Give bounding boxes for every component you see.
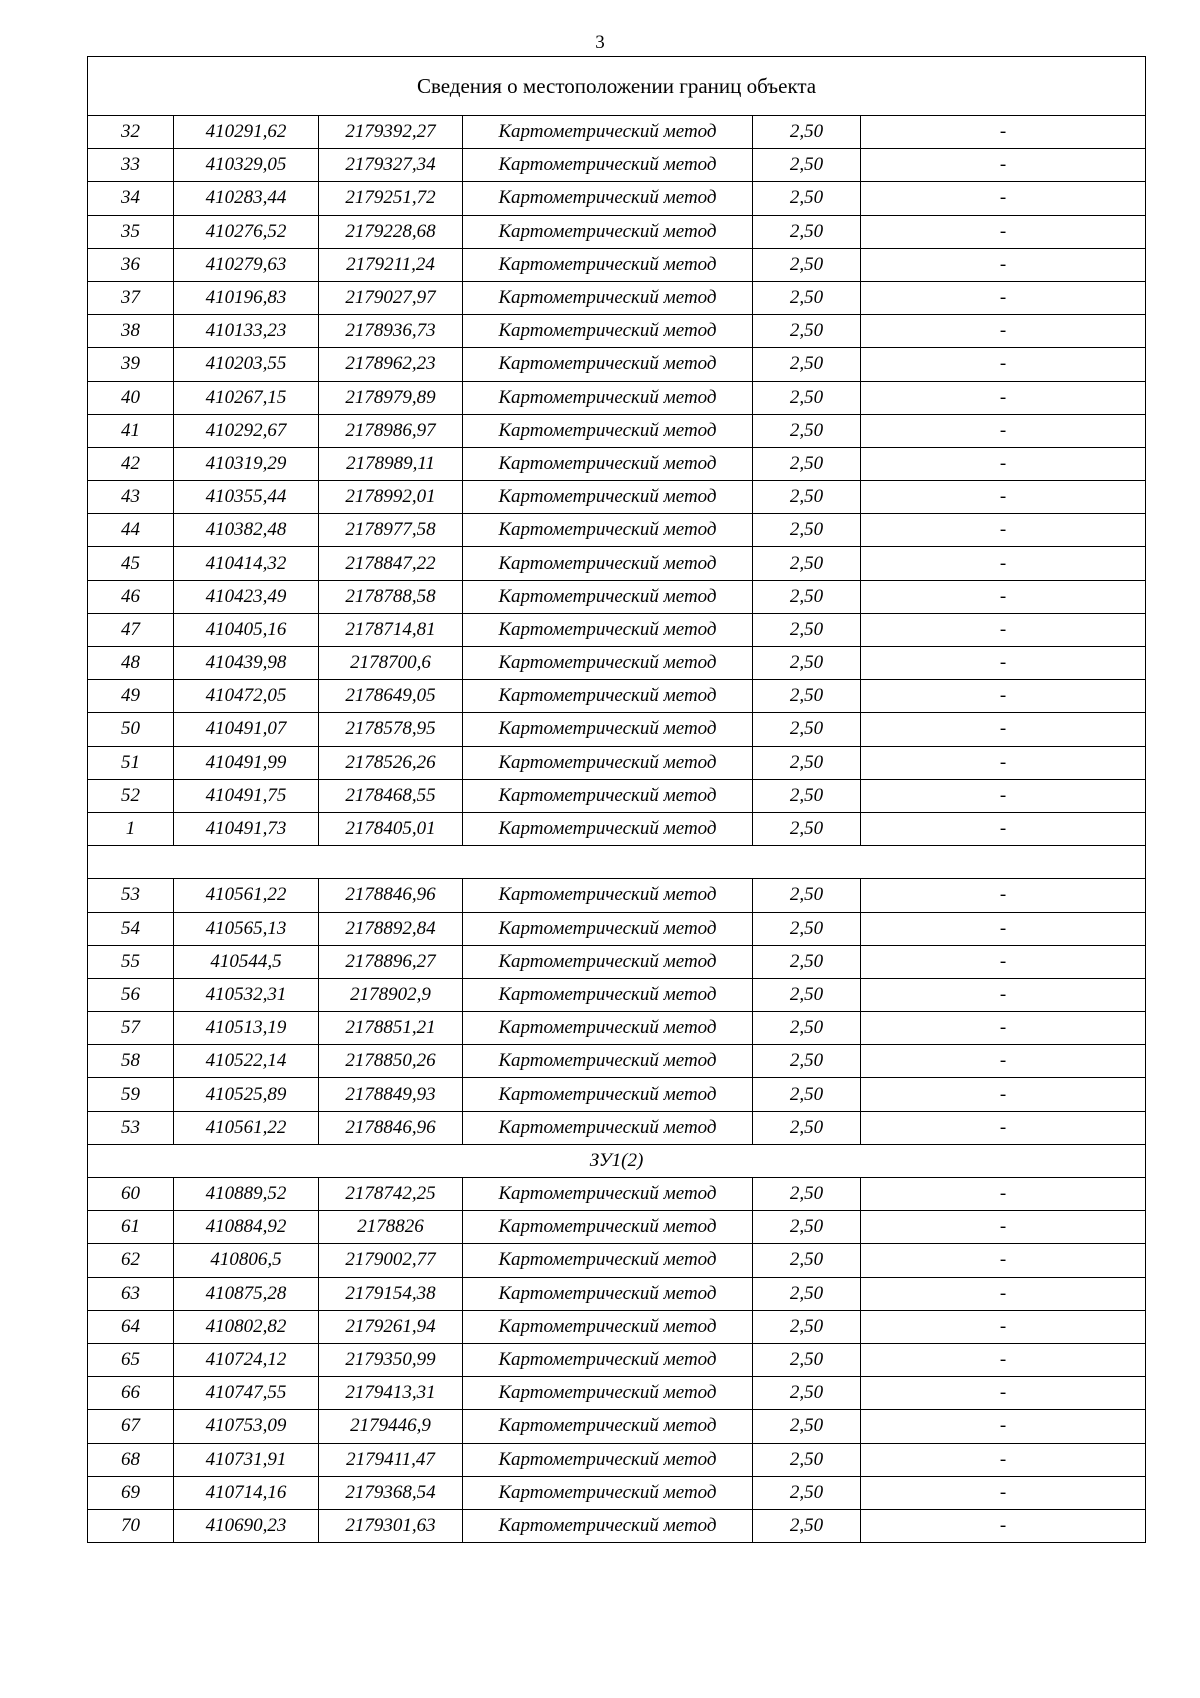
table-row — [88, 1012, 1146, 1045]
precision-cell: 2,50 — [753, 613, 861, 646]
method-cell: Картометрический метод — [463, 945, 753, 978]
point-number-cell: 61 — [88, 1211, 174, 1244]
y-coordinate-cell: 2178849,93 — [319, 1078, 463, 1111]
precision-cell: 2,50 — [753, 447, 861, 480]
point-number-cell: 52 — [88, 779, 174, 812]
method-cell: Картометрический метод — [463, 1211, 753, 1244]
table-body — [88, 57, 1146, 1543]
x-coordinate-cell: 410747,55 — [174, 1377, 319, 1410]
description-cell: - — [861, 680, 1146, 713]
method-cell: Картометрический метод — [463, 1509, 753, 1542]
table-row — [88, 1377, 1146, 1410]
method-cell: Картометрический метод — [463, 746, 753, 779]
method-cell: Картометрический метод — [463, 547, 753, 580]
precision-cell: 2,50 — [753, 1443, 861, 1476]
precision-cell: 2,50 — [753, 713, 861, 746]
table-row — [88, 647, 1146, 680]
method-cell: Картометрический метод — [463, 1476, 753, 1509]
precision-cell: 2,50 — [753, 1111, 861, 1144]
x-coordinate-cell: 410196,83 — [174, 281, 319, 314]
precision-cell: 2,50 — [753, 1509, 861, 1542]
table-row — [88, 1078, 1146, 1111]
table-row — [88, 547, 1146, 580]
precision-cell: 2,50 — [753, 215, 861, 248]
precision-cell: 2,50 — [753, 182, 861, 215]
y-coordinate-cell: 2178742,25 — [319, 1178, 463, 1211]
method-cell: Картометрический метод — [463, 348, 753, 381]
x-coordinate-cell: 410544,5 — [174, 945, 319, 978]
precision-cell: 2,50 — [753, 647, 861, 680]
description-cell: - — [861, 1377, 1146, 1410]
precision-cell: 2,50 — [753, 116, 861, 149]
y-coordinate-cell: 2179301,63 — [319, 1509, 463, 1542]
description-cell: - — [861, 414, 1146, 447]
y-coordinate-cell: 2179251,72 — [319, 182, 463, 215]
method-cell: Картометрический метод — [463, 713, 753, 746]
x-coordinate-cell: 410279,63 — [174, 248, 319, 281]
table-row — [88, 481, 1146, 514]
precision-cell: 2,50 — [753, 1377, 861, 1410]
x-coordinate-cell: 410884,92 — [174, 1211, 319, 1244]
description-cell: - — [861, 248, 1146, 281]
method-cell: Картометрический метод — [463, 1178, 753, 1211]
table-row — [88, 348, 1146, 381]
point-number-cell: 36 — [88, 248, 174, 281]
table-title-row — [88, 57, 1146, 116]
description-cell: - — [861, 281, 1146, 314]
x-coordinate-cell: 410472,05 — [174, 680, 319, 713]
precision-cell: 2,50 — [753, 1310, 861, 1343]
x-coordinate-cell: 410291,62 — [174, 116, 319, 149]
point-number-cell: 49 — [88, 680, 174, 713]
point-number-cell: 69 — [88, 1476, 174, 1509]
method-cell: Картометрический метод — [463, 149, 753, 182]
table-row — [88, 1443, 1146, 1476]
method-cell: Картометрический метод — [463, 1343, 753, 1376]
table-row — [88, 779, 1146, 812]
description-cell: - — [861, 1178, 1146, 1211]
table-row — [88, 315, 1146, 348]
x-coordinate-cell: 410724,12 — [174, 1343, 319, 1376]
method-cell: Картометрический метод — [463, 1045, 753, 1078]
point-number-cell: 1 — [88, 812, 174, 845]
table-row — [88, 945, 1146, 978]
description-cell: - — [861, 116, 1146, 149]
x-coordinate-cell: 410889,52 — [174, 1178, 319, 1211]
method-cell: Картометрический метод — [463, 1078, 753, 1111]
precision-cell: 2,50 — [753, 1277, 861, 1310]
precision-cell: 2,50 — [753, 381, 861, 414]
table-row — [88, 514, 1146, 547]
table-row — [88, 1310, 1146, 1343]
point-number-cell: 45 — [88, 547, 174, 580]
precision-cell: 2,50 — [753, 481, 861, 514]
x-coordinate-cell: 410561,22 — [174, 1111, 319, 1144]
precision-cell: 2,50 — [753, 248, 861, 281]
point-number-cell: 65 — [88, 1343, 174, 1376]
precision-cell: 2,50 — [753, 1045, 861, 1078]
method-cell: Картометрический метод — [463, 879, 753, 912]
y-coordinate-cell: 2178649,05 — [319, 680, 463, 713]
precision-cell: 2,50 — [753, 1178, 861, 1211]
y-coordinate-cell: 2178979,89 — [319, 381, 463, 414]
method-cell: Картометрический метод — [463, 1277, 753, 1310]
x-coordinate-cell: 410439,98 — [174, 647, 319, 680]
table-row — [88, 182, 1146, 215]
description-cell: - — [861, 779, 1146, 812]
y-coordinate-cell: 2178896,27 — [319, 945, 463, 978]
description-cell: - — [861, 812, 1146, 845]
precision-cell: 2,50 — [753, 746, 861, 779]
x-coordinate-cell: 410414,32 — [174, 547, 319, 580]
description-cell: - — [861, 1045, 1146, 1078]
description-cell: - — [861, 1509, 1146, 1542]
description-cell: - — [861, 547, 1146, 580]
precision-cell: 2,50 — [753, 1078, 861, 1111]
table-row — [88, 1509, 1146, 1542]
table-row — [88, 149, 1146, 182]
description-cell: - — [861, 315, 1146, 348]
description-cell: - — [861, 1012, 1146, 1045]
table-row — [88, 1178, 1146, 1211]
y-coordinate-cell: 2178788,58 — [319, 580, 463, 613]
method-cell: Картометрический метод — [463, 1012, 753, 1045]
point-number-cell: 33 — [88, 149, 174, 182]
table-row — [88, 1343, 1146, 1376]
y-coordinate-cell: 2178892,84 — [319, 912, 463, 945]
point-number-cell: 51 — [88, 746, 174, 779]
description-cell: - — [861, 215, 1146, 248]
x-coordinate-cell: 410753,09 — [174, 1410, 319, 1443]
precision-cell: 2,50 — [753, 1343, 861, 1376]
method-cell: Картометрический метод — [463, 1443, 753, 1476]
section-header-row — [88, 1144, 1146, 1177]
table-row — [88, 215, 1146, 248]
x-coordinate-cell: 410283,44 — [174, 182, 319, 215]
x-coordinate-cell: 410382,48 — [174, 514, 319, 547]
precision-cell: 2,50 — [753, 1012, 861, 1045]
table-row — [88, 248, 1146, 281]
precision-cell: 2,50 — [753, 547, 861, 580]
point-number-cell: 55 — [88, 945, 174, 978]
method-cell: Картометрический метод — [463, 613, 753, 646]
point-number-cell: 48 — [88, 647, 174, 680]
precision-cell: 2,50 — [753, 812, 861, 845]
point-number-cell: 70 — [88, 1509, 174, 1542]
x-coordinate-cell: 410133,23 — [174, 315, 319, 348]
description-cell: - — [861, 1410, 1146, 1443]
precision-cell: 2,50 — [753, 149, 861, 182]
precision-cell: 2,50 — [753, 281, 861, 314]
method-cell: Картометрический метод — [463, 647, 753, 680]
x-coordinate-cell: 410875,28 — [174, 1277, 319, 1310]
page-number: 3 — [595, 32, 605, 53]
point-number-cell: 53 — [88, 879, 174, 912]
table-row — [88, 281, 1146, 314]
point-number-cell: 50 — [88, 713, 174, 746]
point-number-cell: 47 — [88, 613, 174, 646]
precision-cell: 2,50 — [753, 414, 861, 447]
description-cell: - — [861, 1443, 1146, 1476]
description-cell: - — [861, 746, 1146, 779]
point-number-cell: 68 — [88, 1443, 174, 1476]
description-cell: - — [861, 1343, 1146, 1376]
description-cell: - — [861, 348, 1146, 381]
precision-cell: 2,50 — [753, 978, 861, 1011]
x-coordinate-cell: 410491,73 — [174, 812, 319, 845]
y-coordinate-cell: 2179446,9 — [319, 1410, 463, 1443]
y-coordinate-cell: 2178962,23 — [319, 348, 463, 381]
method-cell: Картометрический метод — [463, 779, 753, 812]
y-coordinate-cell: 2178989,11 — [319, 447, 463, 480]
description-cell: - — [861, 447, 1146, 480]
description-cell: - — [861, 912, 1146, 945]
y-coordinate-cell: 2179027,97 — [319, 281, 463, 314]
x-coordinate-cell: 410532,31 — [174, 978, 319, 1011]
x-coordinate-cell: 410522,14 — [174, 1045, 319, 1078]
description-cell: - — [861, 381, 1146, 414]
y-coordinate-cell: 2179327,34 — [319, 149, 463, 182]
y-coordinate-cell: 2178700,6 — [319, 647, 463, 680]
precision-cell: 2,50 — [753, 1410, 861, 1443]
table-row — [88, 879, 1146, 912]
separator-cell — [88, 846, 1146, 879]
point-number-cell: 46 — [88, 580, 174, 613]
boundary-coordinates-table — [87, 56, 1146, 1543]
y-coordinate-cell: 2179413,31 — [319, 1377, 463, 1410]
point-number-cell: 56 — [88, 978, 174, 1011]
precision-cell: 2,50 — [753, 680, 861, 713]
precision-cell: 2,50 — [753, 879, 861, 912]
point-number-cell: 64 — [88, 1310, 174, 1343]
table-row — [88, 1111, 1146, 1144]
y-coordinate-cell: 2179154,38 — [319, 1277, 463, 1310]
precision-cell: 2,50 — [753, 514, 861, 547]
point-number-cell: 67 — [88, 1410, 174, 1443]
method-cell: Картометрический метод — [463, 1244, 753, 1277]
precision-cell: 2,50 — [753, 945, 861, 978]
method-cell: Картометрический метод — [463, 912, 753, 945]
description-cell: - — [861, 514, 1146, 547]
table-title: Сведения о местоположении границ объекта — [88, 57, 1146, 116]
method-cell: Картометрический метод — [463, 281, 753, 314]
table-row — [88, 116, 1146, 149]
x-coordinate-cell: 410731,91 — [174, 1443, 319, 1476]
description-cell: - — [861, 580, 1146, 613]
method-cell: Картометрический метод — [463, 182, 753, 215]
table-row — [88, 1045, 1146, 1078]
method-cell: Картометрический метод — [463, 1310, 753, 1343]
precision-cell: 2,50 — [753, 580, 861, 613]
precision-cell: 2,50 — [753, 779, 861, 812]
method-cell: Картометрический метод — [463, 414, 753, 447]
description-cell: - — [861, 1244, 1146, 1277]
table-row — [88, 414, 1146, 447]
y-coordinate-cell: 2178826 — [319, 1211, 463, 1244]
method-cell: Картометрический метод — [463, 1377, 753, 1410]
point-number-cell: 59 — [88, 1078, 174, 1111]
y-coordinate-cell: 2178992,01 — [319, 481, 463, 514]
y-coordinate-cell: 2179261,94 — [319, 1310, 463, 1343]
description-cell: - — [861, 713, 1146, 746]
method-cell: Картометрический метод — [463, 481, 753, 514]
method-cell: Картометрический метод — [463, 447, 753, 480]
group-separator-row — [88, 846, 1146, 879]
x-coordinate-cell: 410267,15 — [174, 381, 319, 414]
y-coordinate-cell: 2179002,77 — [319, 1244, 463, 1277]
table-row — [88, 912, 1146, 945]
description-cell: - — [861, 481, 1146, 514]
table-row — [88, 447, 1146, 480]
description-cell: - — [861, 182, 1146, 215]
description-cell: - — [861, 647, 1146, 680]
y-coordinate-cell: 2178846,96 — [319, 879, 463, 912]
table-row — [88, 812, 1146, 845]
point-number-cell: 53 — [88, 1111, 174, 1144]
method-cell: Картометрический метод — [463, 1111, 753, 1144]
description-cell: - — [861, 879, 1146, 912]
precision-cell: 2,50 — [753, 1244, 861, 1277]
x-coordinate-cell: 410690,23 — [174, 1509, 319, 1542]
point-number-cell: 39 — [88, 348, 174, 381]
table-row — [88, 1410, 1146, 1443]
table-row — [88, 1476, 1146, 1509]
x-coordinate-cell: 410203,55 — [174, 348, 319, 381]
table-row — [88, 680, 1146, 713]
y-coordinate-cell: 2178986,97 — [319, 414, 463, 447]
point-number-cell: 44 — [88, 514, 174, 547]
method-cell: Картометрический метод — [463, 680, 753, 713]
y-coordinate-cell: 2178526,26 — [319, 746, 463, 779]
point-number-cell: 66 — [88, 1377, 174, 1410]
point-number-cell: 41 — [88, 414, 174, 447]
point-number-cell: 38 — [88, 315, 174, 348]
y-coordinate-cell: 2178468,55 — [319, 779, 463, 812]
table-row — [88, 613, 1146, 646]
description-cell: - — [861, 945, 1146, 978]
table-row — [88, 381, 1146, 414]
precision-cell: 2,50 — [753, 1211, 861, 1244]
point-number-cell: 62 — [88, 1244, 174, 1277]
description-cell: - — [861, 1111, 1146, 1144]
x-coordinate-cell: 410491,75 — [174, 779, 319, 812]
description-cell: - — [861, 1211, 1146, 1244]
y-coordinate-cell: 2178851,21 — [319, 1012, 463, 1045]
point-number-cell: 58 — [88, 1045, 174, 1078]
y-coordinate-cell: 2178936,73 — [319, 315, 463, 348]
y-coordinate-cell: 2179350,99 — [319, 1343, 463, 1376]
method-cell: Картометрический метод — [463, 116, 753, 149]
point-number-cell: 63 — [88, 1277, 174, 1310]
description-cell: - — [861, 1310, 1146, 1343]
x-coordinate-cell: 410423,49 — [174, 580, 319, 613]
point-number-cell: 60 — [88, 1178, 174, 1211]
description-cell: - — [861, 1277, 1146, 1310]
method-cell: Картометрический метод — [463, 580, 753, 613]
y-coordinate-cell: 2178977,58 — [319, 514, 463, 547]
method-cell: Картометрический метод — [463, 1410, 753, 1443]
point-number-cell: 32 — [88, 116, 174, 149]
x-coordinate-cell: 410276,52 — [174, 215, 319, 248]
point-number-cell: 57 — [88, 1012, 174, 1045]
y-coordinate-cell: 2179228,68 — [319, 215, 463, 248]
method-cell: Картометрический метод — [463, 215, 753, 248]
description-cell: - — [861, 613, 1146, 646]
table-row — [88, 713, 1146, 746]
method-cell: Картометрический метод — [463, 812, 753, 845]
precision-cell: 2,50 — [753, 1476, 861, 1509]
x-coordinate-cell: 410802,82 — [174, 1310, 319, 1343]
y-coordinate-cell: 2179411,47 — [319, 1443, 463, 1476]
description-cell: - — [861, 978, 1146, 1011]
description-cell: - — [861, 1078, 1146, 1111]
point-number-cell: 37 — [88, 281, 174, 314]
x-coordinate-cell: 410491,99 — [174, 746, 319, 779]
y-coordinate-cell: 2178405,01 — [319, 812, 463, 845]
table-row — [88, 580, 1146, 613]
x-coordinate-cell: 410405,16 — [174, 613, 319, 646]
point-number-cell: 43 — [88, 481, 174, 514]
y-coordinate-cell: 2179211,24 — [319, 248, 463, 281]
precision-cell: 2,50 — [753, 348, 861, 381]
description-cell: - — [861, 149, 1146, 182]
method-cell: Картометрический метод — [463, 978, 753, 1011]
table-row — [88, 978, 1146, 1011]
section-label: ЗУ1(2) — [88, 1144, 1146, 1177]
y-coordinate-cell: 2178578,95 — [319, 713, 463, 746]
y-coordinate-cell: 2178850,26 — [319, 1045, 463, 1078]
point-number-cell: 54 — [88, 912, 174, 945]
method-cell: Картометрический метод — [463, 248, 753, 281]
y-coordinate-cell: 2179368,54 — [319, 1476, 463, 1509]
point-number-cell: 35 — [88, 215, 174, 248]
x-coordinate-cell: 410513,19 — [174, 1012, 319, 1045]
y-coordinate-cell: 2178846,96 — [319, 1111, 463, 1144]
method-cell: Картометрический метод — [463, 381, 753, 414]
x-coordinate-cell: 410714,16 — [174, 1476, 319, 1509]
table-row — [88, 1244, 1146, 1277]
x-coordinate-cell: 410525,89 — [174, 1078, 319, 1111]
point-number-cell: 40 — [88, 381, 174, 414]
table-row — [88, 1211, 1146, 1244]
y-coordinate-cell: 2179392,27 — [319, 116, 463, 149]
precision-cell: 2,50 — [753, 315, 861, 348]
table-row — [88, 1277, 1146, 1310]
x-coordinate-cell: 410561,22 — [174, 879, 319, 912]
table-row — [88, 746, 1146, 779]
x-coordinate-cell: 410355,44 — [174, 481, 319, 514]
x-coordinate-cell: 410319,29 — [174, 447, 319, 480]
y-coordinate-cell: 2178902,9 — [319, 978, 463, 1011]
method-cell: Картометрический метод — [463, 514, 753, 547]
x-coordinate-cell: 410292,67 — [174, 414, 319, 447]
point-number-cell: 34 — [88, 182, 174, 215]
x-coordinate-cell: 410491,07 — [174, 713, 319, 746]
description-cell: - — [861, 1476, 1146, 1509]
y-coordinate-cell: 2178714,81 — [319, 613, 463, 646]
y-coordinate-cell: 2178847,22 — [319, 547, 463, 580]
point-number-cell: 42 — [88, 447, 174, 480]
x-coordinate-cell: 410329,05 — [174, 149, 319, 182]
method-cell: Картометрический метод — [463, 315, 753, 348]
x-coordinate-cell: 410806,5 — [174, 1244, 319, 1277]
precision-cell: 2,50 — [753, 912, 861, 945]
x-coordinate-cell: 410565,13 — [174, 912, 319, 945]
